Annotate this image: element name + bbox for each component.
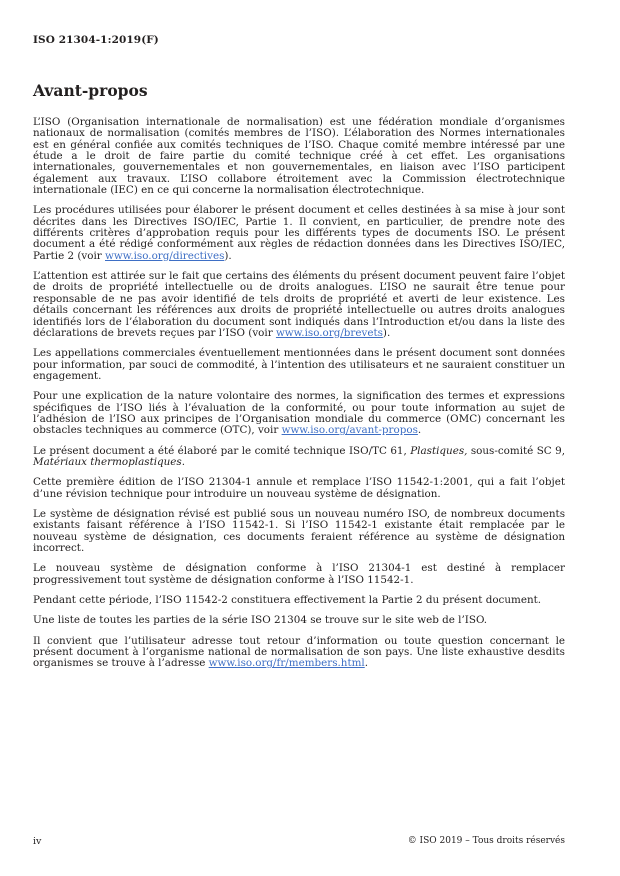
paragraph [33, 271, 565, 339]
text-run: Les procédures utilisées pour élaborer le présent document et celles destinées à sa mise à jour sont décrites dans les Directives ISO/IEC, Partie 1. Il convient, en particulier, de prendre note des différents critères d’approbation requis pour les différents types de documents ISO. Le présent document a été rédigé conformément aux règles de rédaction données dans les Directives ISO/IEC, Partie 2 (voir [33, 204, 565, 262]
italic-text: Plastiques, [410, 444, 468, 457]
paragraph [33, 205, 565, 262]
paragraph [33, 615, 565, 626]
text-run: Le nouveau système de désignation conforme à l’ISO 21304-1 est destiné à remplacer progressivement tout système de désignation conforme à l’ISO 11542-1. [33, 562, 565, 586]
paragraph [33, 595, 565, 606]
text-run: . [364, 657, 369, 670]
paragraph [33, 636, 565, 670]
copyright-notice: © ISO 2019 – Tous droits réservés [407, 836, 565, 846]
italic-text: Matériaux thermoplastiques [33, 455, 182, 468]
paragraph [33, 446, 565, 469]
document-reference: ISO 21304-1:2019(F) [33, 34, 159, 46]
hyperlink[interactable]: www.iso.org/brevets [275, 326, 383, 339]
page-title: Avant-propos [33, 81, 148, 100]
text-run: Il convient que l’utilisateur adresse tout retour d’information ou toute question concernant le présent document à l’organisme national de normalisation de son pays. Une liste exhaustive desdits organismes se trouve à l’adresse [33, 634, 565, 670]
text-run: sous-comité SC 9, [467, 444, 565, 457]
hyperlink[interactable]: www.iso.org/directives [105, 249, 225, 262]
text-run: Pour une explication de la nature volontaire des normes, la signification des termes et expressions spécifiques de l’ISO liés à l’évaluation de la conformité, ou pour toute information au sujet de l’adhésion de l’ISO aux principes de l’Organisation mondiale du commerce (OMC) concernant les obstacles techniques au commerce (OTC), voir [33, 390, 565, 437]
text-run: Les appellations commerciales éventuellement mentionnées dans le présent document sont données pour information, par souci de commodité, à l’intention des utilisateurs et ne sauraient constituer un engagement. [33, 347, 565, 382]
text-run: ). [382, 326, 391, 339]
text-run: . [181, 455, 186, 468]
paragraph [33, 477, 565, 500]
text-run: Une liste de toutes les parties de la série ISO 21304 se trouve sur le site web de l’ISO. [33, 614, 488, 627]
paragraph [33, 563, 565, 586]
text-run: Cette première édition de l’ISO 21304-1 annule et remplace l’ISO 11542-1:2001, qui a fait l’objet d’une révision technique pour introduire un nouveau système de désignation. [33, 476, 565, 500]
text-run: Le présent document a été élaboré par le comité technique ISO/TC 61, [33, 444, 411, 457]
hyperlink[interactable]: www.iso.org/fr/members.html [208, 657, 365, 670]
text-run: . [417, 424, 422, 437]
page-number: iv [33, 836, 42, 847]
page-footer [33, 836, 565, 847]
hyperlink[interactable]: www.iso.org/avant-propos [281, 424, 418, 437]
text-run: L’attention est attirée sur le fait que certains des éléments du présent document peuvent faire l’objet de droits de propriété intellectuelle ou de droits analogues. L’ISO ne saurait être tenue pour responsable de ne pas avoir identifié de tels droits de propriété et averti de leur existence. Les détails concernant les références aux droits de propriété intellectuelle ou autres droits analogues identifiés lors de l’élaboration du document sont indiqués dans l’Introduction et/ou dans la liste des déclarations de brevets reçues par l’ISO (voir [33, 270, 565, 339]
text-run: Le système de désignation révisé est publié sous un nouveau numéro ISO, de nombreux documents existants faisant référence à l’ISO 11542-1. Si l’ISO 11542-1 existante était remplacée par le nouveau système de désignation, ces documents feraient référence au système de désignation incorrect. [33, 507, 565, 554]
paragraph [33, 348, 565, 382]
text-run: L’ISO (Organisation internationale de normalisation) est une fédération mondiale d’organismes nationaux de normalisation (comités membres de l’ISO). L’élaboration des Normes internationales est en général confiée aux comités techniques de l’ISO. Chaque comité membre intéressé par une étude a le droit de faire partie du comité technique créé à cet effet. Les organisations internationales, gouvernementales et non gouvernementales, en liaison avec l’ISO participent également aux travaux. L’ISO collabore étroitement avec la Commission électrotechnique internationale (IEC) en ce qui concerne la normalisation électrotechnique. [33, 116, 565, 197]
paragraph [33, 391, 565, 436]
body-paragraphs [33, 117, 565, 679]
paragraph [33, 509, 565, 554]
text-run: Pendant cette période, l’ISO 11542-2 constituera effectivement la Partie 2 du présent document. [33, 594, 542, 607]
paragraph [33, 117, 565, 196]
text-run: ). [224, 249, 232, 262]
